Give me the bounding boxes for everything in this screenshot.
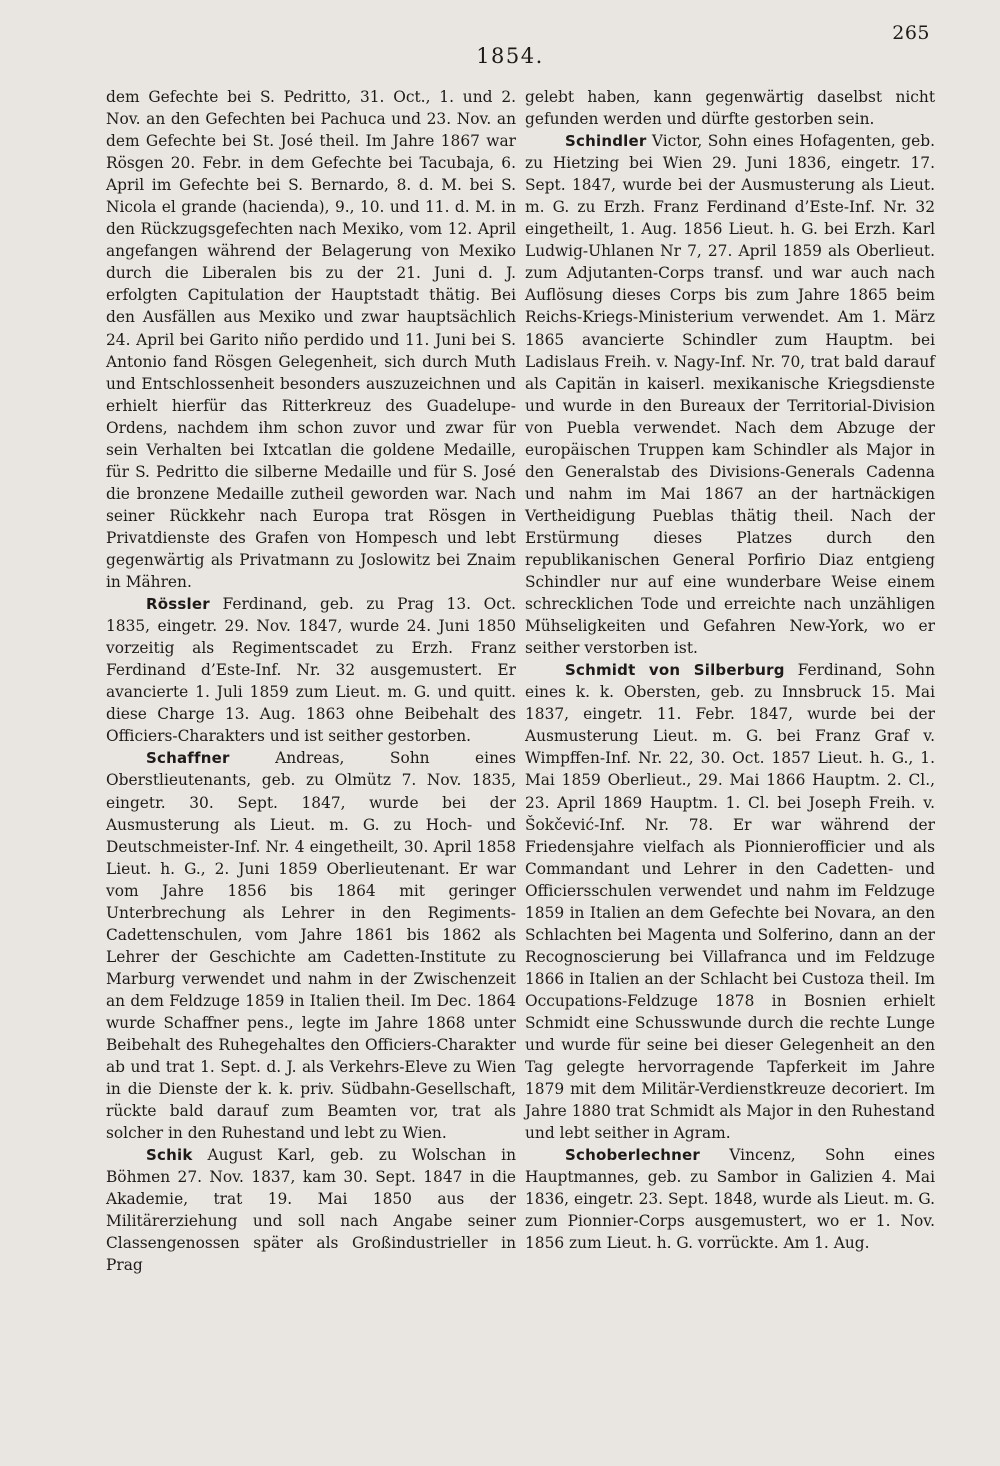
biography-entry xyxy=(106,1144,516,1276)
right-column xyxy=(525,86,935,1254)
entry-text: Ferdinand, Sohn eines k. k. Obersten, geb. zu Innsbruck 15. Mai 1837, eingetr. 11. Febr. 1847, wurde bei der Ausmusterung Lieut. m. G. bei Franz Graf v. Wimpffen-Inf. Nr. 22, 30. Oct. 1857 Lieut. h. G., 1. Mai 1859 Oberlieut., 29. Mai 1866 Hauptm. 2. Cl., 23. April 1869 Hauptm. 1. Cl. bei Joseph Freih. v. Šokčević-Inf. Nr. 78. Er war während der Friedensjahre vielfach als Pionnierofficier und als Commandant und Lehrer in den Cadetten- und Officiersschulen verwendet und nahm im Feldzuge 1859 in Italien an dem Gefechte bei Novara, an den Schlachten bei Magenta und Solferino, dann an der Recognoscierung bei Villafranca und im Feldzuge 1866 in Italien an der Schlacht bei Custoza theil. Im Occupations-Feldzuge 1878 in Bosnien erhielt Schmidt eine Schusswunde durch die rechte Lunge und wurde für seine bei dieser Gelegenheit an den Tag gelegte hervorragende Tapferkeit im Jahre 1879 mit dem Militär-Verdienstkreuze decoriert. Im Jahre 1880 trat Schmidt als Major in den Ruhestand und lebt seither in Agram. xyxy=(525,661,935,1143)
entry-name: Schmidt von Silberburg xyxy=(565,661,785,680)
entry-name: Schik xyxy=(146,1146,193,1165)
biography-entry xyxy=(525,659,935,1144)
entry-text: Victor, Sohn eines Hofagenten, geb. zu Hietzing bei Wien 29. Juni 1836, eingetr. 17. Sept. 1847, wurde bei der Ausmusterung als Lieut. m. G. zu Erzh. Franz Ferdinand d’Este-Inf. Nr. 32 eingetheilt, 1. Aug. 1856 Lieut. h. G. bei Erzh. Karl Ludwig-Uhlanen Nr 7, 27. April 1859 als Oberlieut. zum Adjutanten-Corps transf. und war auch nach Auflösung dieses Corps bis zum Jahre 1865 beim Reichs-Kriegs-Ministerium verwendet. Am 1. März 1865 avancierte Schindler zum Hauptm. bei Ladislaus Freih. v. Nagy-Inf. Nr. 70, trat bald darauf als Capitän in kaiserl. mexikanische Kriegsdienste und wurde in den Bureaux der Territorial-Division von Puebla verwendet. Nach dem Abzuge der europäischen Truppen kam Schindler als Major in den Generalstab des Divisions-Generals Cadenna und nahm im Mai 1867 an der hartnäckigen Vertheidigung Pueblas thätig theil. Nach der Erstürmung dieses Platzes durch den republikanischen General Porfirio Diaz entgieng Schindler nur auf eine wunderbare Weise einem schrecklichen Tode und erreichte nach unzähligen Mühseligkeiten und Gefahren New-York, wo er seither verstorben ist. xyxy=(525,132,935,658)
entry-text: Ferdinand, geb. zu Prag 13. Oct. 1835, eingetr. 29. Nov. 1847, wurde 24. Juni 1850 vorzeitig als Regimentscadet zu Erzh. Franz Ferdinand d’Este-Inf. Nr. 32 ausgemustert. Er avancierte 1. Juli 1859 zum Lieut. m. G. und quitt. diese Charge 13. Aug. 1863 ohne Beibehalt des Officiers-Charakters und ist seither gestorben. xyxy=(106,595,516,746)
continuation-paragraph: dem Gefechte bei S. Pedritto, 31. Oct., 1. und 2. Nov. an den Gefechten bei Pachuca und 23. Nov. an dem Gefechte bei St. José theil. Im Jahre 1867 war Rösgen 20. Febr. in dem Gefechte bei Tacubaja, 6. April im Gefechte bei S. Bernardo, 8. d. M. bei S. Nicola el grande (hacienda), 9., 10. und 11. d. M. in den Rückzugsgefechten nach Mexiko, vom 12. April angefangen während der Belagerung von Mexiko durch die Liberalen bis zu der 21. Juni d. J. erfolgten Capitulation der Hauptstadt thätig. Bei den Ausfällen aus Mexiko und zwar hauptsächlich 24. April bei Garito niño perdido und 11. Juni bei S. Antonio fand Rösgen Gelegenheit, sich durch Muth und Entschlossenheit besonders auszuzeichnen und erhielt hierfür das Ritterkreuz des Guadelupe-Ordens, nachdem ihm schon zuvor und zwar für sein Verhalten bei Ixtcatlan die goldene Medaille, für S. Pedritto die silberne Medaille und für S. José die bronzene Medaille zutheil geworden war. Nach seiner Rückkehr nach Europa trat Rösgen in Privatdienste des Grafen von Hompesch und lebt gegenwärtig als Privatmann zu Joslowitz bei Znaim in Mähren. xyxy=(106,88,516,592)
continuation-paragraph: gelebt haben, kann gegenwärtig daselbst nicht gefunden werden und dürfte gestorben sein. xyxy=(525,88,935,129)
biography-entry xyxy=(525,130,935,659)
entry-text: August Karl, geb. zu Wolschan in Böhmen 27. Nov. 1837, kam 30. Sept. 1847 in die Akademie, trat 19. Mai 1850 aus der Militärerziehung und soll nach Angabe seiner Classengenossen später als Großindustrieller in Prag xyxy=(106,1146,516,1275)
entry-name: Schoberlechner xyxy=(565,1146,700,1165)
page-number: 265 xyxy=(892,22,930,44)
biography-entry xyxy=(106,593,516,747)
biography-entry xyxy=(106,747,516,1144)
biography-entry xyxy=(525,1144,935,1254)
entry-name: Schaffner xyxy=(146,749,230,768)
running-head-year: 1854. xyxy=(476,44,544,68)
entry-text: Vincenz, Sohn eines Hauptmannes, geb. zu Sambor in Galizien 4. Mai 1836, eingetr. 23. Sept. 1848, wurde als Lieut. m. G. zum Pionnier-Corps ausgemustert, wo er 1. Nov. 1856 zum Lieut. h. G. vorrückte. Am 1. Aug. xyxy=(525,1146,935,1253)
left-column xyxy=(106,86,516,1277)
entry-text: Andreas, Sohn eines Oberstlieutenants, geb. zu Olmütz 7. Nov. 1835, eingetr. 30. Sept. 1847, wurde bei der Ausmusterung als Lieut. m. G. zu Hoch- und Deutschmeister-Inf. Nr. 4 eingetheilt, 30. April 1858 Lieut. h. G., 2. Juni 1859 Oberlieutenant. Er war vom Jahre 1856 bis 1864 mit geringer Unterbrechung als Lehrer in den Regiments-Cadettenschulen, vom Jahre 1861 bis 1862 als Lehrer der Geschichte am Cadetten-Institute zu Marburg verwendet und nahm in der Zwischenzeit an dem Feldzuge 1859 in Italien theil. Im Dec. 1864 wurde Schaffner pens., legte im Jahre 1868 unter Beibehalt des Ruhegehaltes den Officiers-Charakter ab und trat 1. Sept. d. J. als Verkehrs-Eleve zu Wien in die Dienste der k. k. priv. Südbahn-Gesellschaft, rückte bald darauf zum Beamten vor, trat als solcher in den Ruhestand und lebt zu Wien. xyxy=(106,749,516,1143)
entry-name: Schindler xyxy=(565,132,647,151)
entry-name: Rössler xyxy=(146,595,210,614)
